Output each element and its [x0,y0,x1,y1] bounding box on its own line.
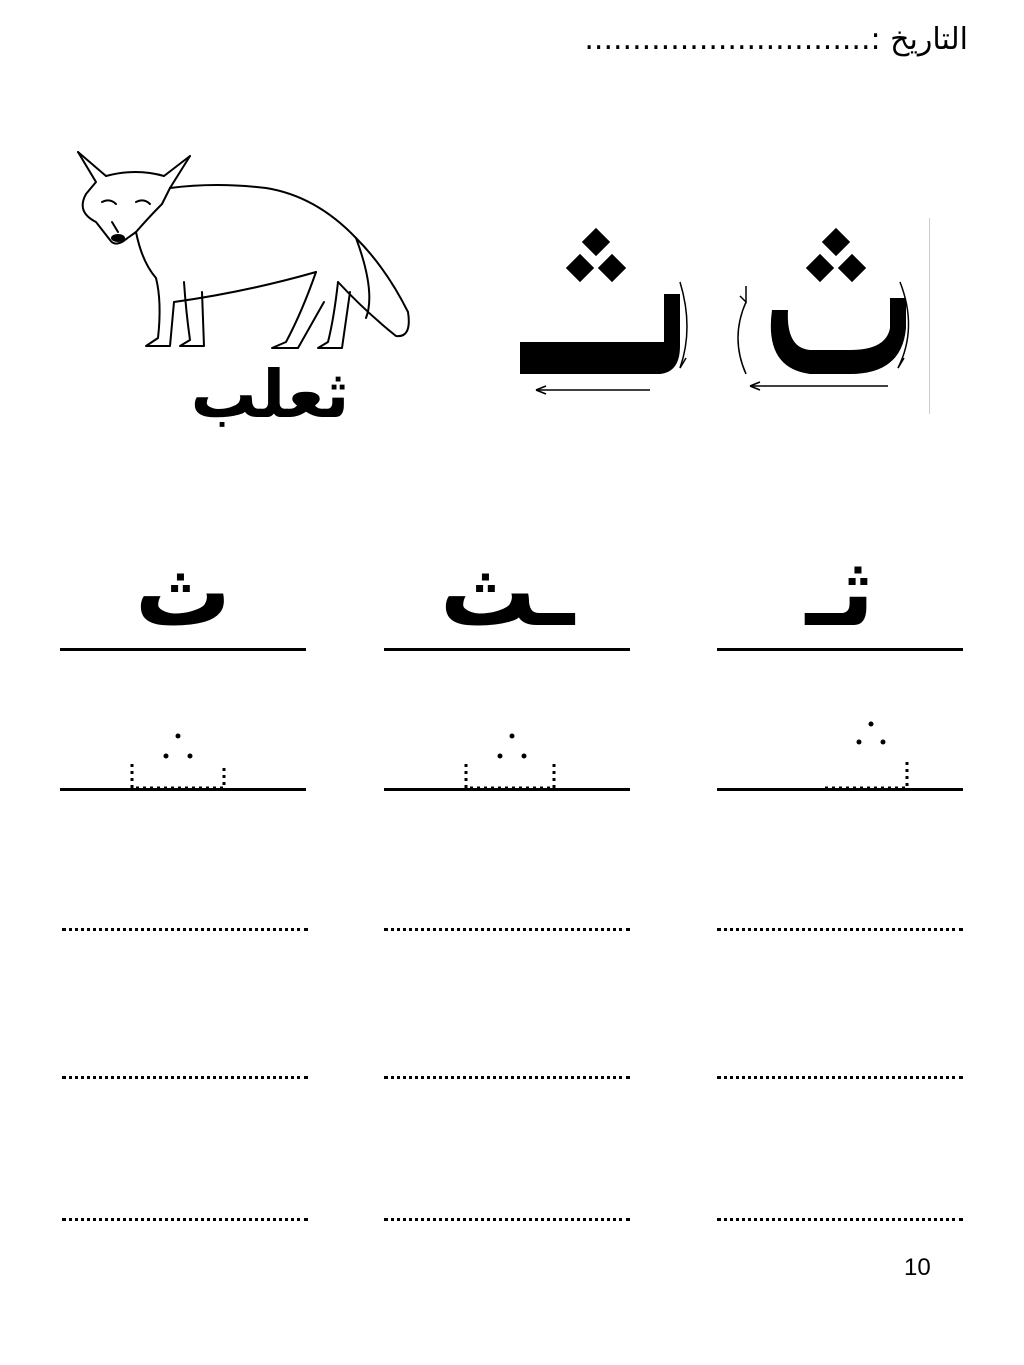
fox-icon [66,142,418,354]
trace-cell-final[interactable] [384,710,630,800]
writing-row-3 [0,1218,1024,1228]
writing-line [384,788,630,791]
trace-cell-isolated[interactable] [60,710,306,800]
writing-row-2 [0,1076,1024,1086]
dotted-writing-line[interactable] [717,1076,963,1079]
writing-line [717,788,963,791]
dotted-writing-line[interactable] [62,928,308,931]
dotted-writing-line[interactable] [717,1218,963,1221]
model-letter-isolated [771,228,906,374]
trace-letter-final[interactable] [454,722,574,792]
writing-line [60,648,306,651]
writing-row-1 [0,928,1024,938]
trace-letter-initial[interactable] [817,714,927,792]
practice-cell-isolated [60,536,306,656]
practice-cell-final [384,536,630,656]
panel-border [929,218,930,414]
model-letter-final [520,228,680,374]
dotted-writing-line[interactable] [717,928,963,931]
date-field[interactable]: التاريخ :.............................. [584,22,968,57]
practice-cell-initial [717,536,963,656]
page-number: 10 [904,1254,931,1281]
dotted-writing-line[interactable] [384,1218,630,1221]
writing-line [717,648,963,651]
writing-line [384,648,630,651]
writing-line [60,788,306,791]
practice-row-trace [0,710,1024,800]
dotted-writing-line[interactable] [384,928,630,931]
practice-letter-isolated: ث [134,536,232,648]
dotted-writing-line[interactable] [384,1076,630,1079]
trace-cell-initial[interactable] [717,710,963,800]
picture-word: ثعلب [190,356,350,433]
dotted-writing-line[interactable] [62,1076,308,1079]
practice-letter-final: ـث [439,536,575,648]
trace-letter-isolated[interactable] [120,722,240,792]
practice-letter-initial: ثـ [805,536,875,648]
model-letters-panel [510,218,930,414]
stroke-arrows [536,282,909,394]
practice-row-solid [0,536,1024,656]
dotted-writing-line[interactable] [62,1218,308,1221]
